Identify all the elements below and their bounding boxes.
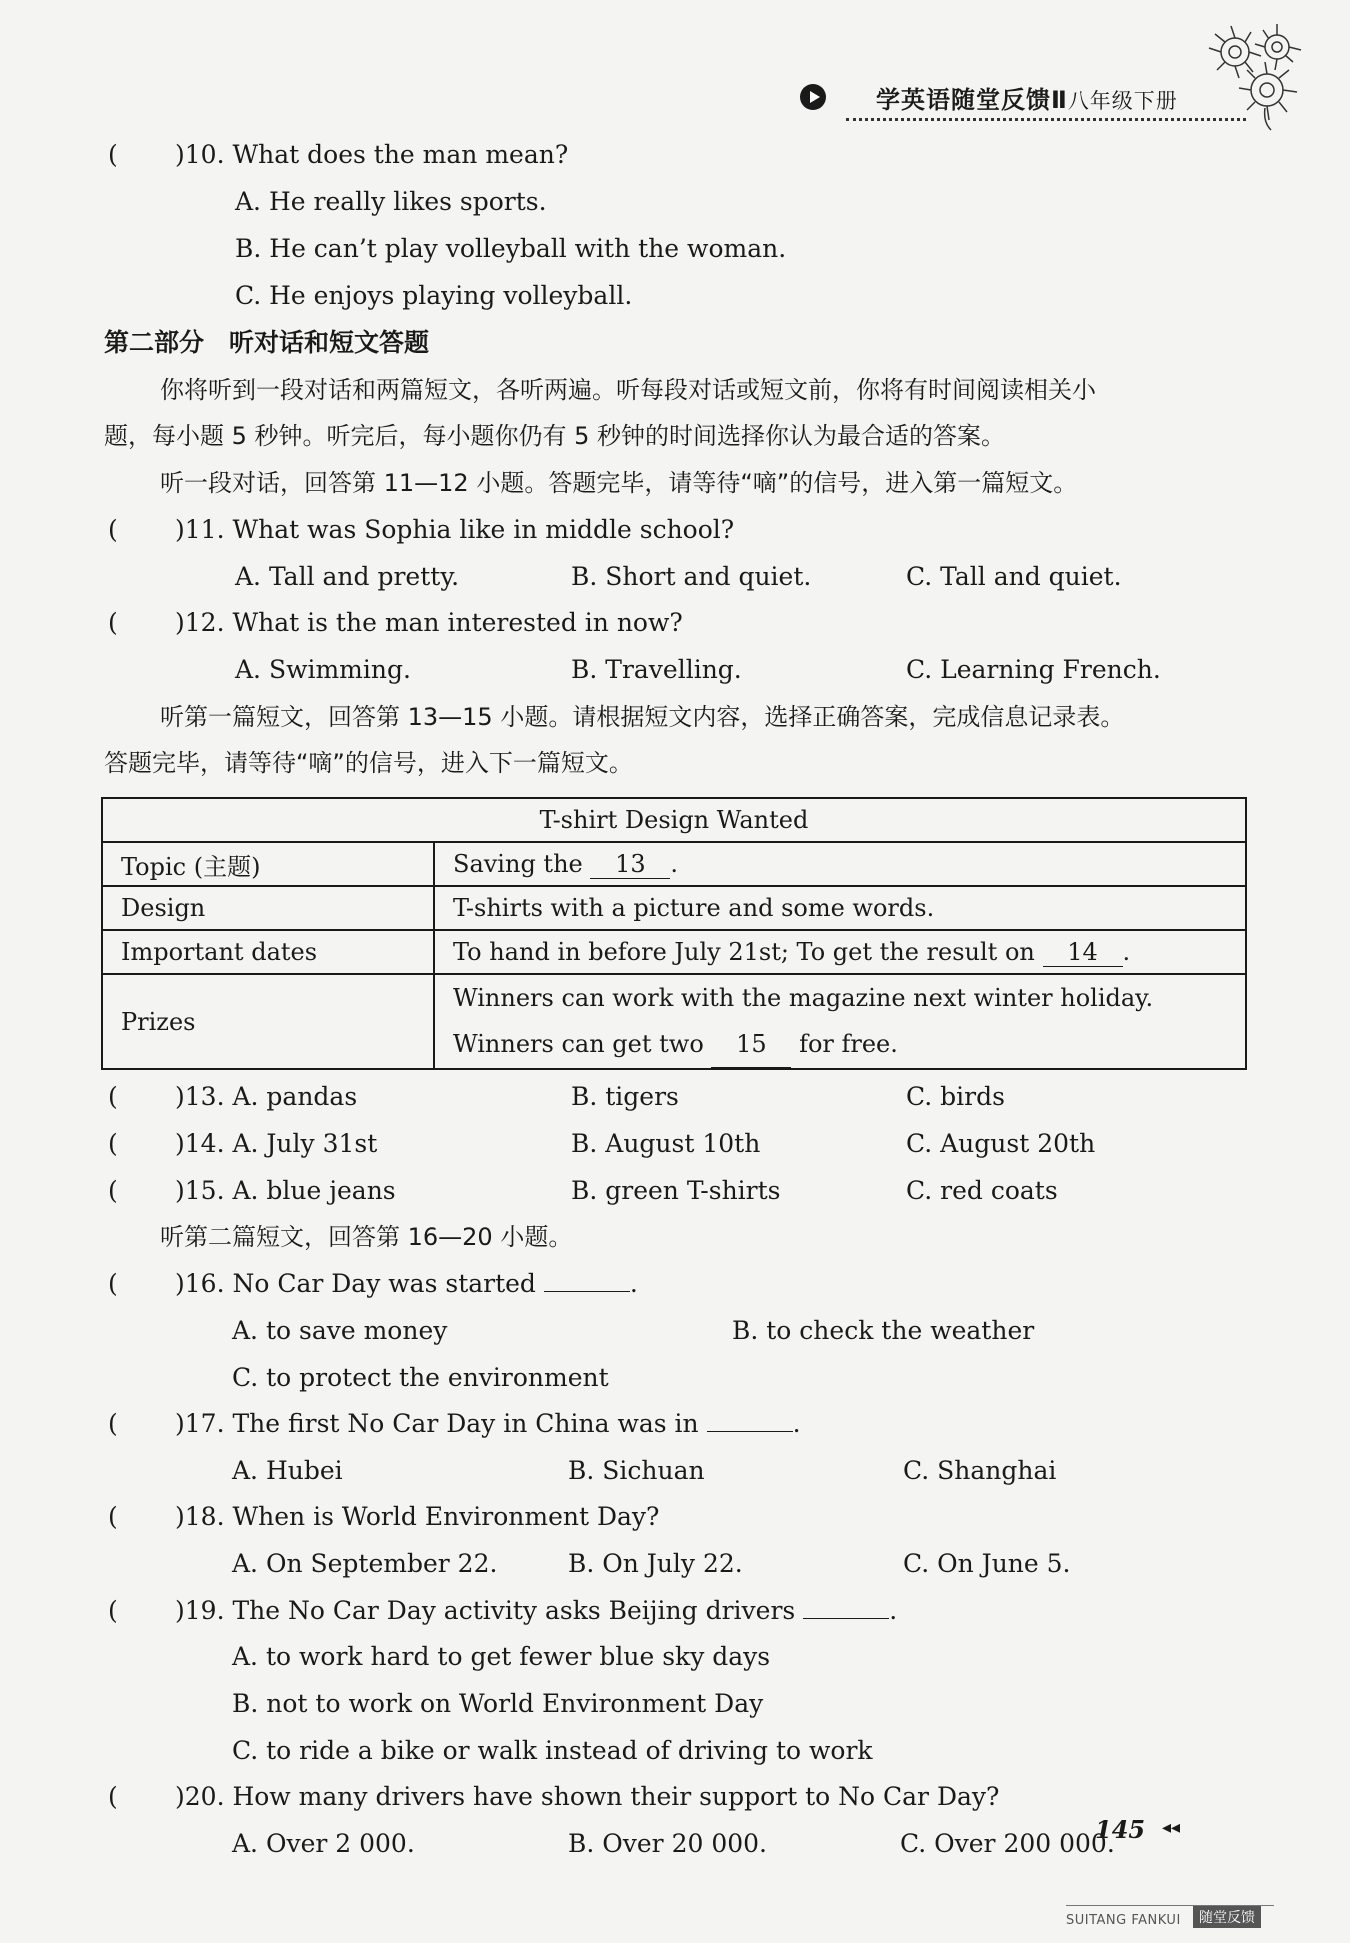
blank-13[interactable]: 13 <box>590 850 670 879</box>
part-2-title: 第二部分 听对话和短文答题 <box>104 328 430 357</box>
answer-blank[interactable] <box>803 1596 889 1619</box>
answer-paren: ( <box>108 608 118 637</box>
table-row <box>102 798 1246 842</box>
footer-brand: SUITANG FANKUI <box>1066 1913 1181 1928</box>
answer-blank[interactable] <box>707 1409 793 1432</box>
answer-paren: ( <box>108 1409 118 1438</box>
question-10-option-c: C. He enjoys playing volleyball. <box>235 281 633 310</box>
info-record-table <box>101 797 1247 1070</box>
question-16-option-b: B. to check the weather <box>732 1316 1035 1345</box>
answer-paren: ( <box>108 140 118 169</box>
book-grade: 八年级下册 <box>1067 89 1178 113</box>
flower-decoration-icon <box>1205 22 1310 132</box>
question-20-option-b: B. Over 20 000. <box>568 1829 767 1858</box>
question-10-option-b: B. He can’t play volleyball with the woman. <box>235 234 787 263</box>
question-17-stem: )17. The first No Car Day in China was in . <box>175 1409 801 1438</box>
answer-paren: ( <box>108 1082 118 1111</box>
question-19-option-c: C. to ride a bike or walk instead of driving to work <box>232 1736 873 1765</box>
topic-value: Saving the 13 . <box>434 842 1246 886</box>
passage-1-instruction-1: 听第一篇短文，回答第 13—15 小题。请根据短文内容，选择正确答案，完成信息记录表。 <box>160 703 1125 731</box>
table-title: T-shirt Design Wanted <box>102 798 1246 842</box>
question-18-option-a: A. On September 22. <box>232 1549 498 1578</box>
question-13-stem: )13. A. pandas <box>175 1082 358 1111</box>
question-20-option-c: C. Over 200 000. <box>900 1829 1115 1858</box>
dates-label: Important dates <box>102 930 434 974</box>
question-13-option-b: B. tigers <box>571 1082 679 1111</box>
passage-2-instruction: 听第二篇短文，回答第 16—20 小题。 <box>160 1223 573 1251</box>
question-16-stem: )16. No Car Day was started . <box>175 1269 638 1298</box>
question-19-option-a: A. to work hard to get fewer blue sky days <box>232 1642 771 1671</box>
part-2-instruction-3: 听一段对话，回答第 11—12 小题。答题完毕，请等待“嘀”的信号，进入第一篇短文。 <box>160 469 1078 497</box>
design-value: T-shirts with a picture and some words. <box>434 886 1246 930</box>
table-row <box>102 842 1246 886</box>
question-11-option-a: A. Tall and pretty. <box>235 562 460 591</box>
prizes-value: Winners can work with the magazine next winter holiday. Winners can get two 15 for free. <box>434 974 1246 1069</box>
question-15-option-b: B. green T-shirts <box>571 1176 781 1205</box>
answer-blank[interactable] <box>544 1269 630 1292</box>
double-arrow-left-icon: ◂◂ <box>1162 1817 1181 1838</box>
header-dotted-rule <box>846 118 1246 121</box>
question-13-option-c: C. birds <box>906 1082 1005 1111</box>
answer-paren: ( <box>108 1129 118 1158</box>
answer-paren: ( <box>108 515 118 544</box>
table-row <box>102 930 1246 974</box>
question-16-option-c: C. to protect the environment <box>232 1363 609 1392</box>
question-17-option-b: B. Sichuan <box>568 1456 705 1485</box>
question-14-stem: )14. A. July 31st <box>175 1129 378 1158</box>
book-title: 学英语随堂反馈Ⅱ八年级下册 <box>876 86 1178 114</box>
question-14-option-c: C. August 20th <box>906 1129 1096 1158</box>
question-10-option-a: A. He really likes sports. <box>235 187 547 216</box>
question-11-stem: )11. What was Sophia like in middle school? <box>175 515 735 544</box>
part-2-instruction-2: 题，每小题 5 秒钟。听完后，每小题你仍有 5 秒钟的时间选择你认为最合适的答案。 <box>104 422 1006 450</box>
question-11-option-b: B. Short and quiet. <box>571 562 812 591</box>
answer-paren: ( <box>108 1596 118 1625</box>
question-12-option-b: B. Travelling. <box>571 655 742 684</box>
part-2-instruction-1: 你将听到一段对话和两篇短文，各听两遍。听每段对话或短文前，你将有时间阅读相关小 <box>160 376 1096 404</box>
question-17-option-c: C. Shanghai <box>903 1456 1057 1485</box>
table-row <box>102 886 1246 930</box>
question-18-option-b: B. On July 22. <box>568 1549 743 1578</box>
page-number: 145 <box>1095 1815 1146 1844</box>
answer-paren: ( <box>108 1782 118 1811</box>
question-20-stem: )20. How many drivers have shown their support to No Car Day? <box>175 1782 1000 1811</box>
question-18-option-c: C. On June 5. <box>903 1549 1071 1578</box>
question-15-option-c: C. red coats <box>906 1176 1058 1205</box>
passage-1-instruction-2: 答题完毕，请等待“嘀”的信号，进入下一篇短文。 <box>104 749 633 777</box>
play-icon <box>800 84 826 110</box>
question-16-option-a: A. to save money <box>232 1316 448 1345</box>
page-header <box>780 72 1250 132</box>
answer-paren: ( <box>108 1269 118 1298</box>
design-label: Design <box>102 886 434 930</box>
topic-label: Topic (主题) <box>102 842 434 886</box>
question-19-stem: )19. The No Car Day activity asks Beijing drivers . <box>175 1596 898 1625</box>
question-19-option-b: B. not to work on World Environment Day <box>232 1689 764 1718</box>
question-14-option-b: B. August 10th <box>571 1129 761 1158</box>
table-row <box>102 974 1246 1069</box>
question-18-stem: )18. When is World Environment Day? <box>175 1502 660 1531</box>
prizes-label: Prizes <box>102 974 434 1069</box>
question-10-stem: )10. What does the man mean? <box>175 140 569 169</box>
question-11-option-c: C. Tall and quiet. <box>906 562 1122 591</box>
answer-paren: ( <box>108 1502 118 1531</box>
blank-14[interactable]: 14 <box>1043 938 1123 967</box>
question-12-stem: )12. What is the man interested in now? <box>175 608 683 637</box>
footer-badge: 随堂反馈 <box>1193 1906 1261 1928</box>
dates-value: To hand in before July 21st; To get the result on 14 . <box>434 930 1246 974</box>
answer-paren: ( <box>108 1176 118 1205</box>
question-15-stem: )15. A. blue jeans <box>175 1176 396 1205</box>
question-17-option-a: A. Hubei <box>232 1456 343 1485</box>
question-20-option-a: A. Over 2 000. <box>232 1829 415 1858</box>
question-12-option-c: C. Learning French. <box>906 655 1161 684</box>
question-12-option-a: A. Swimming. <box>235 655 411 684</box>
blank-15[interactable]: 15 <box>711 1021 791 1068</box>
